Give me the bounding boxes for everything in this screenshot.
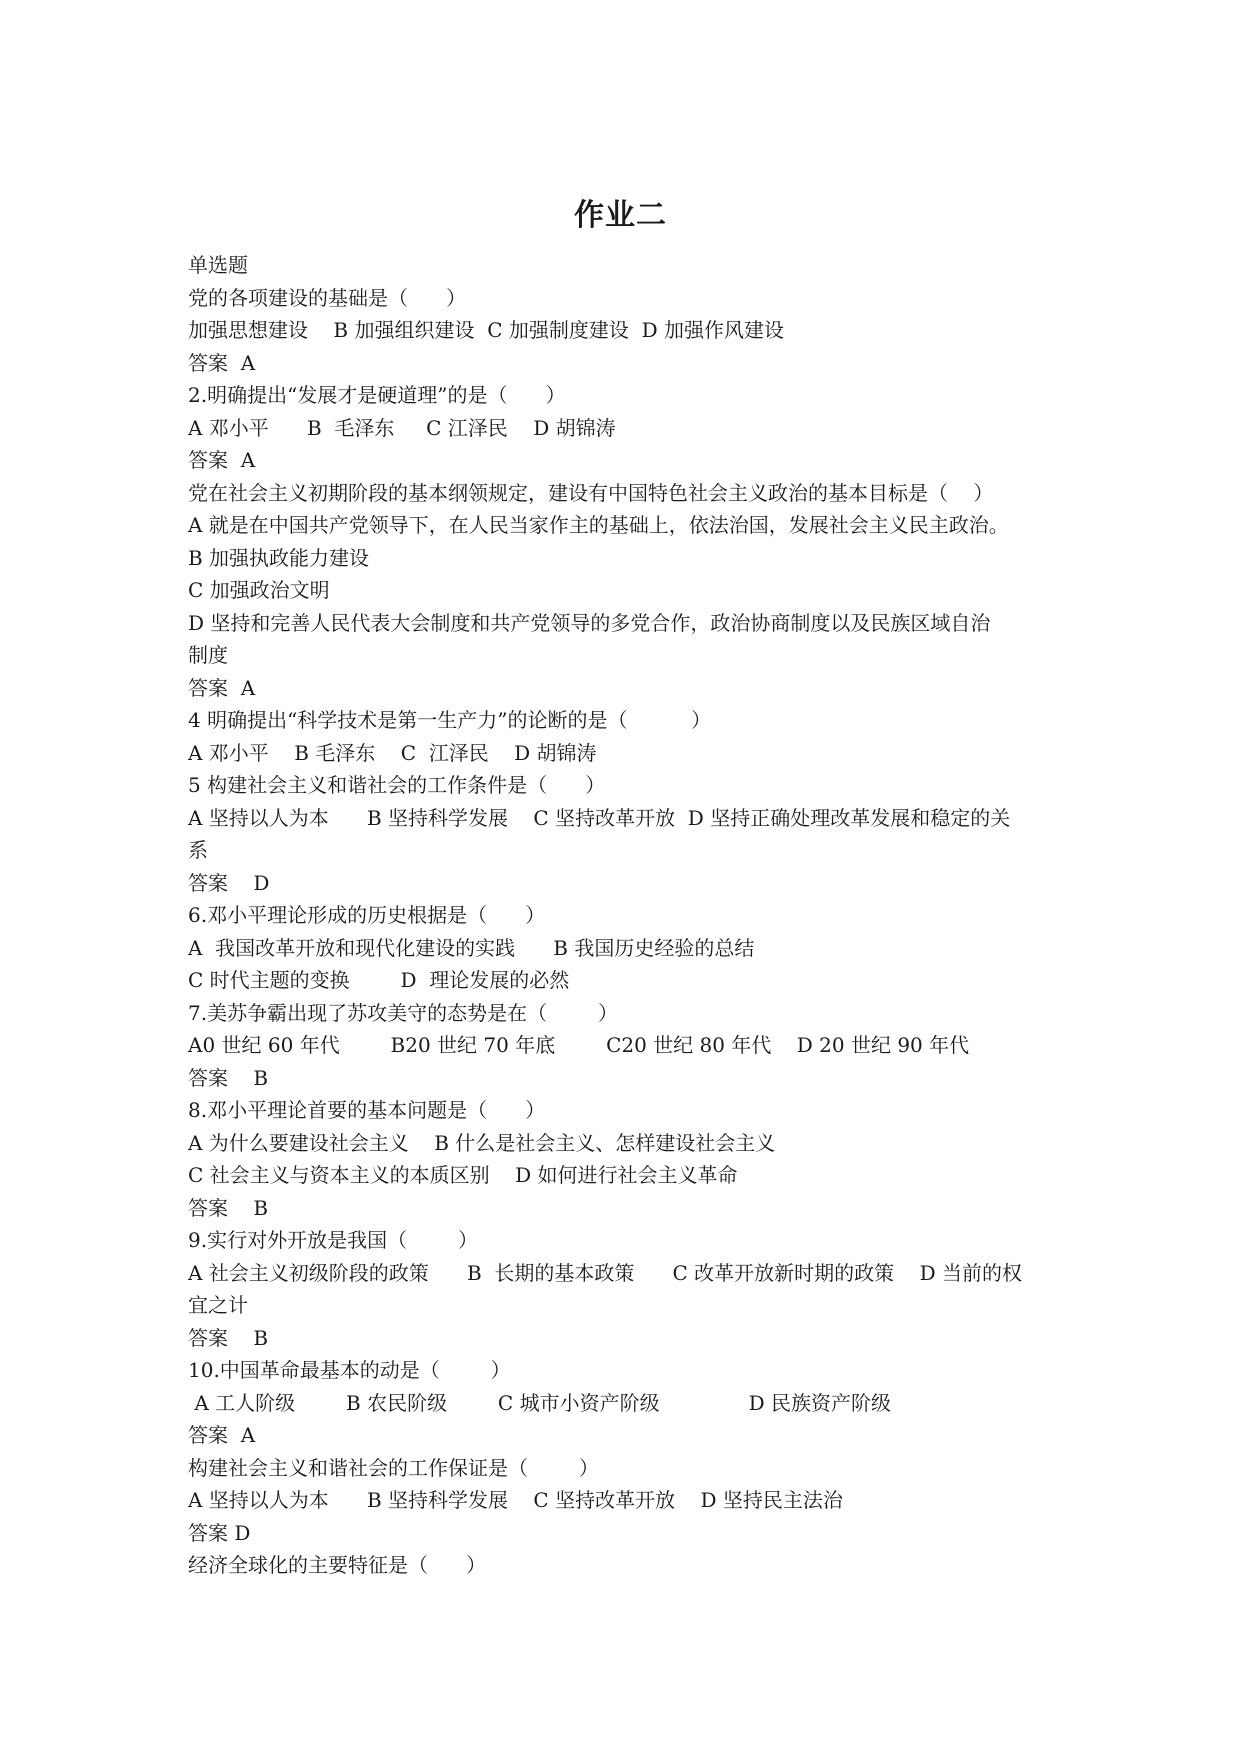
text-line: C 时代主题的变换 D 理论发展的必然	[188, 968, 570, 992]
document-body	[188, 249, 1068, 1582]
text-line: 制度	[188, 643, 228, 667]
text-line: A 社会主义初级阶段的政策 B 长期的基本政策 C 改革开放新时期的政策 D 当前的权	[188, 1260, 1022, 1285]
text-line: 系	[188, 838, 208, 862]
text-line: 5 构建社会主义和谐社会的工作条件是（ ）	[188, 773, 606, 797]
text-line: 4 明确提出“科学技术是第一生产力”的论断的是（ ）	[188, 708, 712, 732]
text-line: A 就是在中国共产党领导下，在人民当家作主的基础上，依法治国，发展社会主义民主政治。	[188, 513, 1009, 537]
text-line: 答案 B	[188, 1195, 269, 1220]
text-line: 经济全球化的主要特征是（ ）	[188, 1553, 487, 1577]
text-line: 答案 D	[188, 1520, 251, 1545]
text-line: D 坚持和完善人民代表大会制度和共产党领导的多党合作，政治协商制度以及民族区域自治	[188, 610, 991, 635]
text-line: 加强思想建设 B 加强组织建设 C 加强制度建设 D 加强作风建设	[188, 318, 784, 342]
text-line: A0 世纪 60 年代 B20 世纪 70 年底 C20 世纪 80 年代 D 20 世纪 90 年代	[188, 1033, 970, 1057]
text-line: 答案 A	[188, 350, 256, 375]
text-line: 答案 A	[188, 448, 256, 472]
text-line: 答案 A	[188, 675, 256, 700]
text-line: A 为什么要建设社会主义 B 什么是社会主义、怎样建设社会主义	[188, 1130, 776, 1155]
text-line: A 坚持以人为本 B 坚持科学发展 C 坚持改革开放 D 坚持正确处理改革发展和稳定的关	[188, 805, 1011, 830]
text-line: 答案 B	[188, 1065, 269, 1090]
text-line: 答案 B	[188, 1325, 269, 1350]
text-line: 宜之计	[188, 1293, 248, 1317]
text-line: A 工人阶级 B 农民阶级 C 城市小资产阶级 D 民族资产阶级	[188, 1390, 891, 1415]
text-line: C 社会主义与资本主义的本质区别 D 如何进行社会主义革命	[188, 1163, 738, 1187]
text-line: 答案 D	[188, 870, 270, 895]
text-line: C 加强政治文明	[188, 578, 330, 602]
text-line: 答案 A	[188, 1423, 256, 1447]
text-line: 7.美苏争霸出现了苏攻美守的态势是在（ ）	[188, 1000, 618, 1025]
document-title: 作业二	[574, 198, 667, 233]
text-line: B 加强执政能力建设	[188, 545, 370, 570]
text-line: A 邓小平 B 毛泽东 C 江泽民 D 胡锦涛	[188, 415, 616, 440]
text-line: A 坚持以人为本 B 坚持科学发展 C 坚持改革开放 D 坚持民主法治	[188, 1488, 843, 1512]
text-line: A 邓小平 B 毛泽东 C 江泽民 D 胡锦涛	[188, 740, 597, 765]
text-line: 6.邓小平理论形成的历史根据是（ ）	[188, 903, 546, 927]
text-line: 构建社会主义和谐社会的工作保证是（ ）	[188, 1455, 599, 1480]
text-line: A 我国改革开放和现代化建设的实践 B 我国历史经验的总结	[188, 935, 755, 960]
text-line: 8.邓小平理论首要的基本问题是（ ）	[188, 1098, 546, 1122]
text-line: 党在社会主义初期阶段的基本纲领规定，建设有中国特色社会主义政治的基本目标是（ ）	[188, 480, 994, 505]
text-line: 单选题	[188, 253, 248, 277]
text-line: 党的各项建设的基础是（ ）	[188, 285, 467, 310]
text-line: 10.中国革命最基本的动是（ ）	[188, 1358, 511, 1382]
text-line: 2.明确提出“发展才是硬道理”的是（ ）	[188, 383, 566, 407]
text-line: 9.实行对外开放是我国（ ）	[188, 1228, 478, 1252]
